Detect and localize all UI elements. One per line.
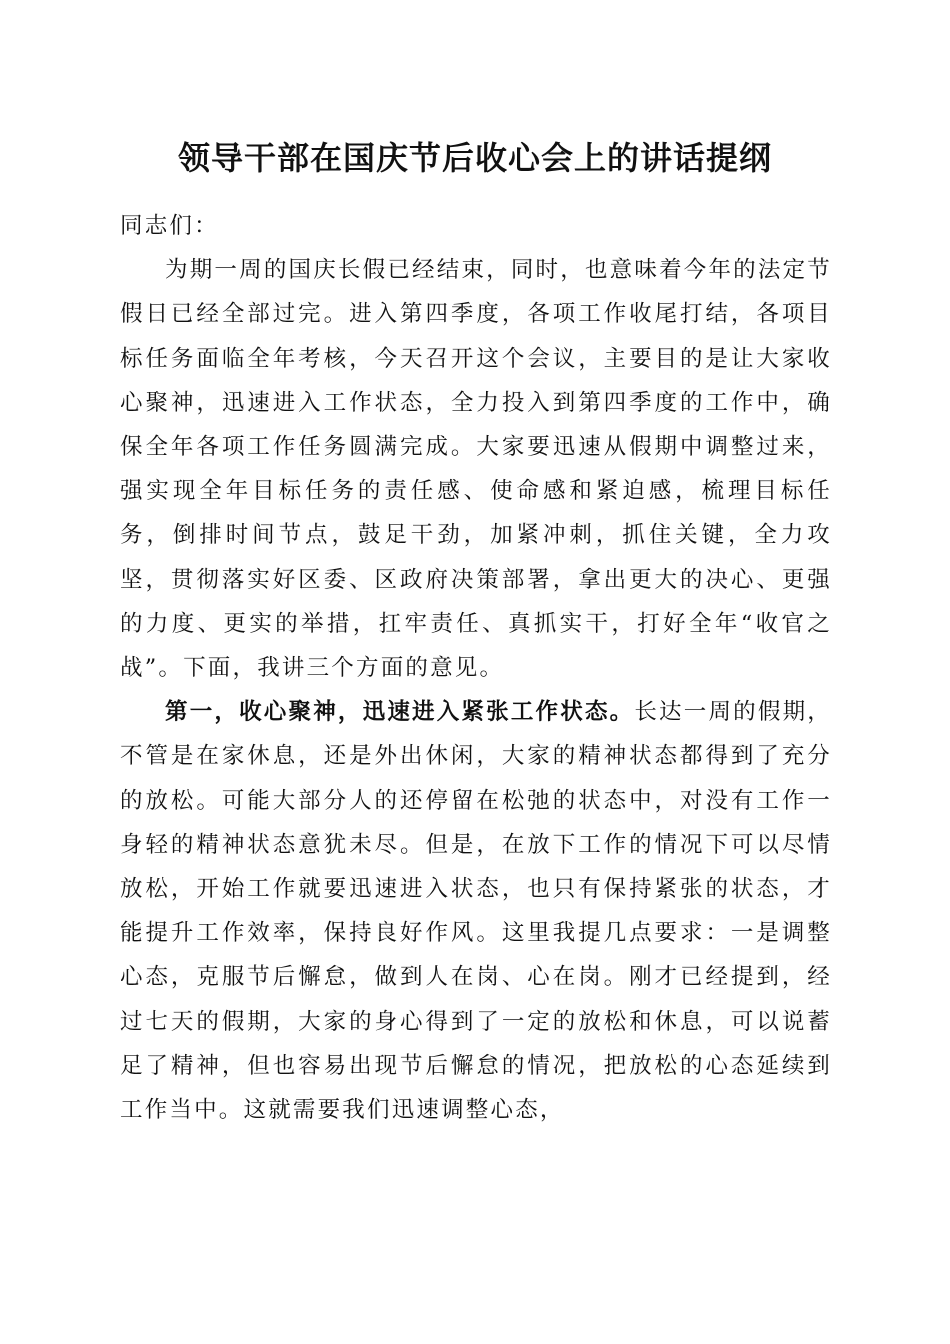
paragraph-intro <box>120 248 832 690</box>
paragraph-text: 长达一周的假期，不管是在家休息，还是外出休闲，大家的精神状态都得到了充分的放松。可能大部分人的还停留在松弛的状态中，对没有工作一身轻的精神状态意犹未尽。但是，在放下工作的情况下可以尽情放松，开始工作就要迅速进入状态，也只有保持紧张的状态，才能提升工作效率，保持良好作风。这里我提几点要求：一是调整心态，克服节后懈怠，做到人在岗、心在岗。刚才已经提到，经过七天的假期，大家的身心得到了一定的放松和休息，可以说蓄足了精神，但也容易出现节后懈怠的情况，把放松的心态延续到工作当中。这就需要我们迅速调整心态， <box>120 699 832 1124</box>
document-body <box>120 204 832 1132</box>
document-title: 领导干部在国庆节后收心会上的讲话提纲 <box>177 139 772 177</box>
paragraph-text: 为期一周的国庆长假已经结束，同时，也意味着今年的法定节假日已经全部过完。进入第四季度，各项工作收尾打结，各项目标任务面临全年考核，今天召开这个会议，主要目的是让大家收心聚神，迅速进入工作状态，全力投入到第四季度的工作中，确保全年各项工作任务圆满完成。大家要迅速从假期中调整过来，强实现全年目标任务的责任感、使命感和紧迫感，梳理目标任务，倒排时间节点，鼓足干劲，加紧冲刺，抓住关键，全力攻坚，贯彻落实好区委、区政府决策部署，拿出更大的决心、更强的力度、更实的举措，扛牢责任、真抓实干，打好全年“收官之战”。下面，我讲三个方面的意见。 <box>120 257 832 682</box>
paragraph-first-point <box>120 690 832 1132</box>
salutation: 同志们： <box>120 213 219 239</box>
paragraph-lead-heading: 第一，收心聚神，迅速进入紧张工作状态。 <box>165 699 635 726</box>
